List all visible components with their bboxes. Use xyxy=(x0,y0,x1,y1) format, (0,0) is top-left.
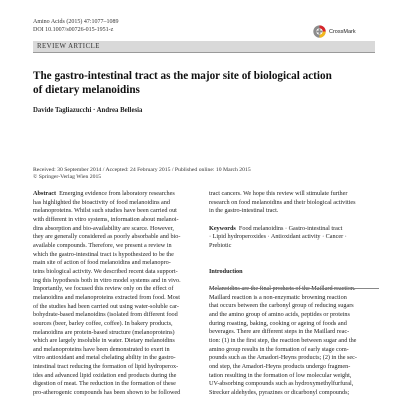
introduction-line: during roasting, baking, cooking or ageing of foods and xyxy=(209,319,347,327)
abstract-line: ing this hypothesis both in vitro model systems and in vivo. xyxy=(33,276,181,284)
abstract-continuation xyxy=(209,190,379,216)
abstract xyxy=(33,190,199,398)
introduction-line: pounds such as the Amadori-Heyns products; (2) in the sec- xyxy=(209,354,357,362)
abstract-line: has highlighted the bioactivity of food melanoidins and xyxy=(33,198,170,206)
abstract-first-line: Abstract Emerging evidence from laboratory researches xyxy=(33,190,175,197)
abstract-line: melanoidins and melanoproteins extracted from food. Most xyxy=(33,293,180,301)
introduction-heading: Introduction xyxy=(209,267,243,275)
copyright: © Springer-Verlag Wien 2015 xyxy=(33,174,102,180)
abstract-line: digestion of meat. The reduction in the formation of these xyxy=(33,380,176,388)
introduction-line: beverages. There are different steps in the Maillard reac- xyxy=(209,328,350,336)
keywords-line: Prebiotic xyxy=(209,241,232,249)
publication-dates xyxy=(33,167,251,181)
journal-info xyxy=(33,19,119,34)
introduction-line: tation resulting in the formation of low molecular weight, xyxy=(209,371,352,379)
title-line: of dietary melanoidins xyxy=(33,83,140,96)
keywords-label: Keywords xyxy=(209,224,236,232)
crossmark-label: CrossMark xyxy=(329,28,356,35)
abstract-line: main site of action of food melanoidins and melanopro- xyxy=(33,259,171,267)
introduction-line: UV-absorbing compounds such as hydroxymethylfurfural, xyxy=(209,380,354,388)
introduction-line: ond step, the Amadori-Heyns products undergo fragmen- xyxy=(209,362,351,370)
journal-doi[interactable]: DOI 10.1007/s00726-015-1951-z xyxy=(33,26,114,33)
introduction-line: Strecker aldehydes, pyrazines or dicarbonyl compounds; xyxy=(209,388,350,396)
abstract-line: vitro antioxidant and metal chelating ability in the gastro- xyxy=(33,354,176,362)
crossmark-icon xyxy=(313,25,326,38)
abstract-line: available compounds. Therefore, we present a review in xyxy=(33,241,172,249)
abstract-line: pro-atherogenic compounds has been shown to be followed xyxy=(33,389,181,397)
keywords-first-line: Keywords Food melanoidins · Gastro-intestinal tract xyxy=(209,224,343,232)
abstract-line: ides and advanced lipid oxidation end products during the xyxy=(33,371,177,379)
abstract-line: of the studies had been carried out using water-soluble car- xyxy=(33,302,179,310)
history-dates: Received: 30 September 2014 / Accepted: 24 February 2015 / Published online: 10 March 2015 xyxy=(33,167,251,173)
abstract-line: dins absorption and bio-availability are scarce. However, xyxy=(33,224,174,232)
abstract-line: which the gastro-intestinal tract is hypothesized to be the xyxy=(33,250,174,258)
abstract-line: tract cancers. We hope this review will stimulate further xyxy=(209,190,348,197)
keywords-body xyxy=(209,233,379,250)
section-divider xyxy=(209,288,379,289)
right-column xyxy=(209,190,379,398)
introduction-body xyxy=(209,285,379,398)
abstract-line: Importantly, we focused this review only on the effect of xyxy=(33,285,174,293)
introduction-line: Maillard reaction is a non-enzymatic browning reaction xyxy=(209,293,347,301)
abstract-line: melanoidins are protein-based structure (melanoproteins) xyxy=(33,328,175,336)
abstract-line: and melanoproteins have been demonstrated to exert in xyxy=(33,345,170,353)
abstract-line: which are largely insoluble in water. Dietary melanoidins xyxy=(33,337,175,345)
abstract-body xyxy=(33,199,199,398)
keywords-line: · Lipid hydroperoxides · Antioxidant activity · Cancer · xyxy=(209,233,347,241)
abstract-line: they are generally considered as poorly absorbable and bio- xyxy=(33,233,181,241)
authors: Davide Tagliazucchi · Andrea Bellesia xyxy=(33,107,143,114)
title-line: The gastro-intestinal tract as the major site of biological action xyxy=(33,70,332,82)
abstract-line: melanoproteins. Whilst such studies have been carried out xyxy=(33,207,177,215)
abstract-line: in the gastro-intestinal tract. xyxy=(209,207,279,215)
introduction-line: and the amino group of amino acids, peptides or proteins xyxy=(209,310,350,318)
abstract-line: bohydrate-based melanoidins (isolated from different food xyxy=(33,311,178,319)
journal-citation: Amino Acids (2015) 47:1077–1089 xyxy=(33,19,119,25)
abstract-line: teins biological activity. We described recent data support- xyxy=(33,267,178,275)
introduction-line: Melanoidins are the final products of the Maillard reaction. xyxy=(209,284,356,292)
article-type: REVIEW ARTICLE xyxy=(37,43,100,50)
introduction-line: amino group results in the formation of early stage com- xyxy=(209,345,349,353)
abstract-line: research on food melanoidins and their biological activities xyxy=(209,198,356,206)
abstract-label: Abstract xyxy=(33,190,57,197)
abstract-line: sources (beer, barley coffee, coffee). In bakery products, xyxy=(33,319,173,327)
introduction-line: that occurs between the carbonyl group of reducing sugars xyxy=(209,302,354,310)
abstract-line: intestinal tract reducing the formation of lipid hydroperox- xyxy=(33,363,179,371)
introduction-line: tion: (1) in the first step, the reaction between sugar and the xyxy=(209,336,357,344)
abstract-line: with different in vitro systems, information about melanoi- xyxy=(33,215,179,223)
article-title xyxy=(33,70,363,97)
crossmark-badge[interactable] xyxy=(313,25,356,38)
